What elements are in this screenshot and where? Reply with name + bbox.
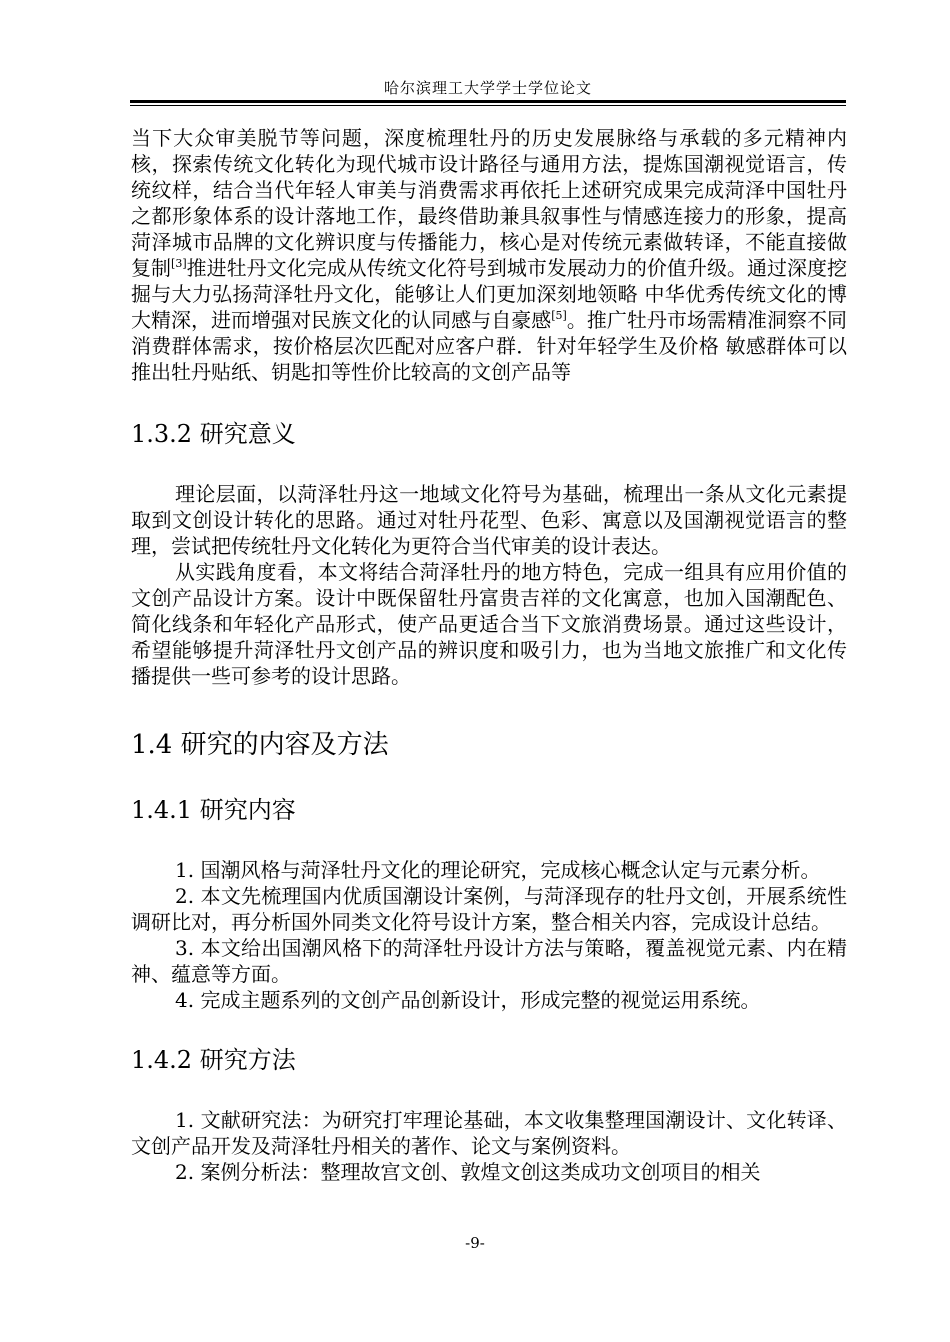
page-number: -9- bbox=[465, 1234, 485, 1252]
significance-paragraph-2: 从实践角度看，本文将结合菏泽牡丹的地方特色，完成一组具有应用价值的文创产品设计方案。设计中既保留牡丹富贵吉祥的文化寓意，也加入国潮配色、简化线条和年轻化产品形式，使产品更适合当下文旅消费场景。通过这些设计，希望能够提升菏泽牡丹文创产品的辨识度和吸引力，也为当地文旅推广和文化传播提供一些可参考的设计思路。 bbox=[131, 560, 847, 688]
method-item-1: 1. 文献研究法：为研究打牢理论基础，本文收集整理国潮设计、文化转译、文创产品开发及菏泽牡丹相关的著作、论文与案例资料。 bbox=[131, 1108, 847, 1158]
heading-1-4: 1.4 研究的内容及方法 bbox=[131, 730, 389, 760]
citation-5: [5] bbox=[551, 309, 567, 322]
heading-1-3-2: 1.3.2 研究意义 bbox=[131, 420, 296, 448]
content-item-2: 2. 本文先梳理国内优质国潮设计案例，与菏泽现存的牡丹文创，开展系统性调研比对，再分析国外同类文化符号设计方案，整合相关内容，完成设计总结。 bbox=[131, 884, 847, 934]
page-body bbox=[131, 125, 847, 1185]
intro-text-a: 当下大众审美脱节等问题，深度梳理牡丹的历史发展脉络与承载的多元精神内核，探索传统文化转化为现代城市设计路径与通用方法，提炼国潮视觉语言，传统纹样，结合当代年轻人审美与消费需求再依托上述研究成果完成菏泽中国牡丹之都形象体系的设计落地工作，最终借助兼具叙事性与情感连接力的形象，提高菏泽城市品牌的文化辨识度与传播能力，核心是对传统元素做转译，不能直接做复制 bbox=[131, 126, 847, 280]
heading-1-4-2: 1.4.2 研究方法 bbox=[131, 1046, 296, 1074]
content-item-4: 4. 完成主题系列的文创产品创新设计，形成完整的视觉运用系统。 bbox=[175, 988, 761, 1012]
header-rule-thin bbox=[130, 105, 846, 106]
intro-text-c: 。推广牡丹市场需精准洞察不同消费群体需求，按价格层次匹配对应客户群．针对年轻学生及价格 敏感群体可以推出牡丹贴纸、钥匙扣等性价比较高的文创产品等 bbox=[131, 308, 848, 384]
significance-paragraph-1: 理论层面，以菏泽牡丹这一地域文化符号为基础，梳理出一条从文化元素提取到文创设计转化的思路。通过对牡丹花型、色彩、寓意以及国潮视觉语言的整理，尝试把传统牡丹文化转化为更符合当代审美的设计表达。 bbox=[131, 482, 847, 558]
header-rule-thick bbox=[130, 100, 846, 103]
running-header: 哈尔滨理工大学学士学位论文 bbox=[383, 79, 592, 97]
heading-1-4-1: 1.4.1 研究内容 bbox=[131, 796, 296, 824]
content-item-3: 3. 本文给出国潮风格下的菏泽牡丹设计方法与策略，覆盖视觉元素、内在精神、蕴意等方面。 bbox=[131, 936, 847, 986]
content-item-1: 1. 国潮风格与菏泽牡丹文化的理论研究，完成核心概念认定与元素分析。 bbox=[175, 858, 821, 882]
intro-paragraph bbox=[131, 125, 847, 385]
intro-text-b: 推进牡丹文化完成从传统文化符号到城市发展动力的价值升级。通过深度挖掘与大力弘扬菏泽牡丹文化，能够让人们更加深刻地领略 中华优秀传统文化的博大精深，进而增强对民族文化的认同感与自豪感 bbox=[131, 256, 848, 332]
method-item-2: 2. 案例分析法：整理故宫文创、敦煌文创这类成功文创项目的相关 bbox=[175, 1160, 761, 1184]
citation-3: [3] bbox=[171, 257, 187, 270]
